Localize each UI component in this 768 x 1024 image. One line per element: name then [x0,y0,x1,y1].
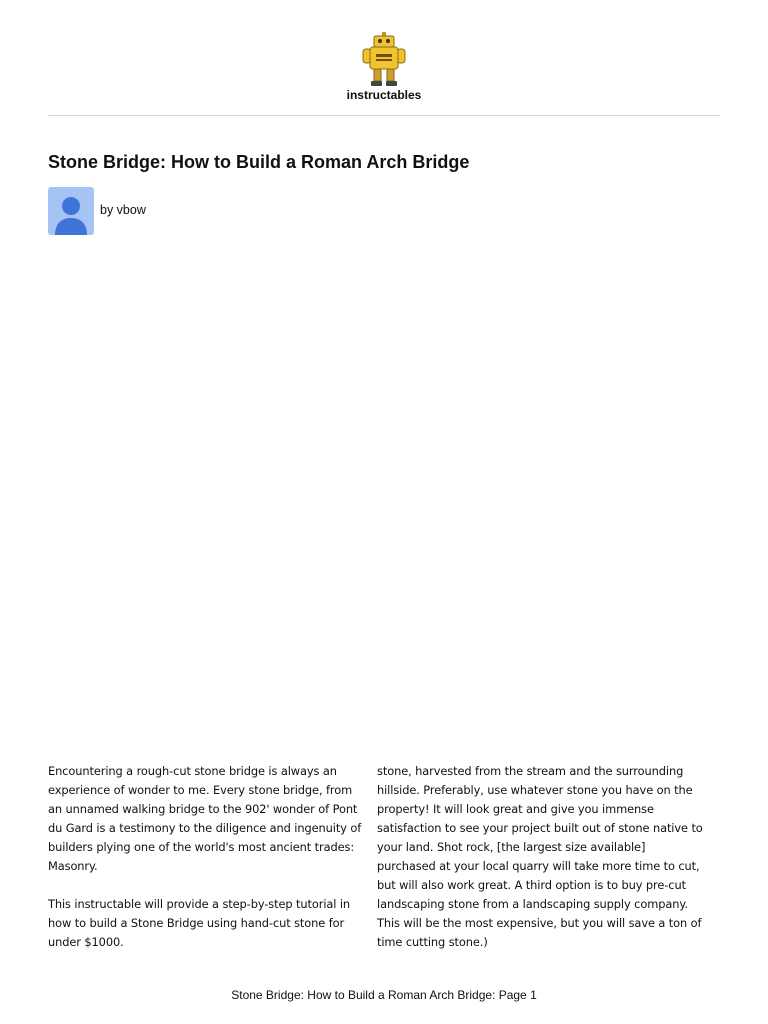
body-column-left [48,762,368,971]
page-title: Stone Bridge: How to Build a Roman Arch Bridge [48,152,470,172]
author-byline[interactable]: by vbow [100,203,146,217]
body-paragraph: Encountering a rough-cut stone bridge is always an experience of wonder to me. Every stone bridge, from an unnamed walking bridge to the 902' wonder of Pont du Gard is a testimony to the diligence and ingenuity of builders plying one of the world's most ancient trades: Masonry. [48,764,362,873]
body-paragraph: This instructable will provide a step-by-step tutorial in how to build a Stone Bridge using hand-cut stone for under $1000. [48,897,351,949]
brand-name[interactable]: instructables [346,88,422,102]
body-paragraph: stone, harvested from the stream and the surrounding hillside. Preferably, use whatever stone you have on the property! It will look great and give you immense satisfaction to see your project built out of stone native to your land. Shot rock, [the largest size available] purchased at your local quarry will take more time to cut, but will also work great. A third option is to buy pre-cut landscaping stone from a landscaping supply company. This will be the most expensive, but you will save a ton of time cutting stone.) [377,764,703,949]
default-user-avatar-icon[interactable] [48,187,94,235]
header-divider [48,115,720,116]
body-column-right [377,762,707,971]
robot-mascot-icon[interactable] [359,32,409,88]
page-header [0,0,768,116]
page-footer: Stone Bridge: How to Build a Roman Arch Bridge: Page 1 [231,988,537,1002]
